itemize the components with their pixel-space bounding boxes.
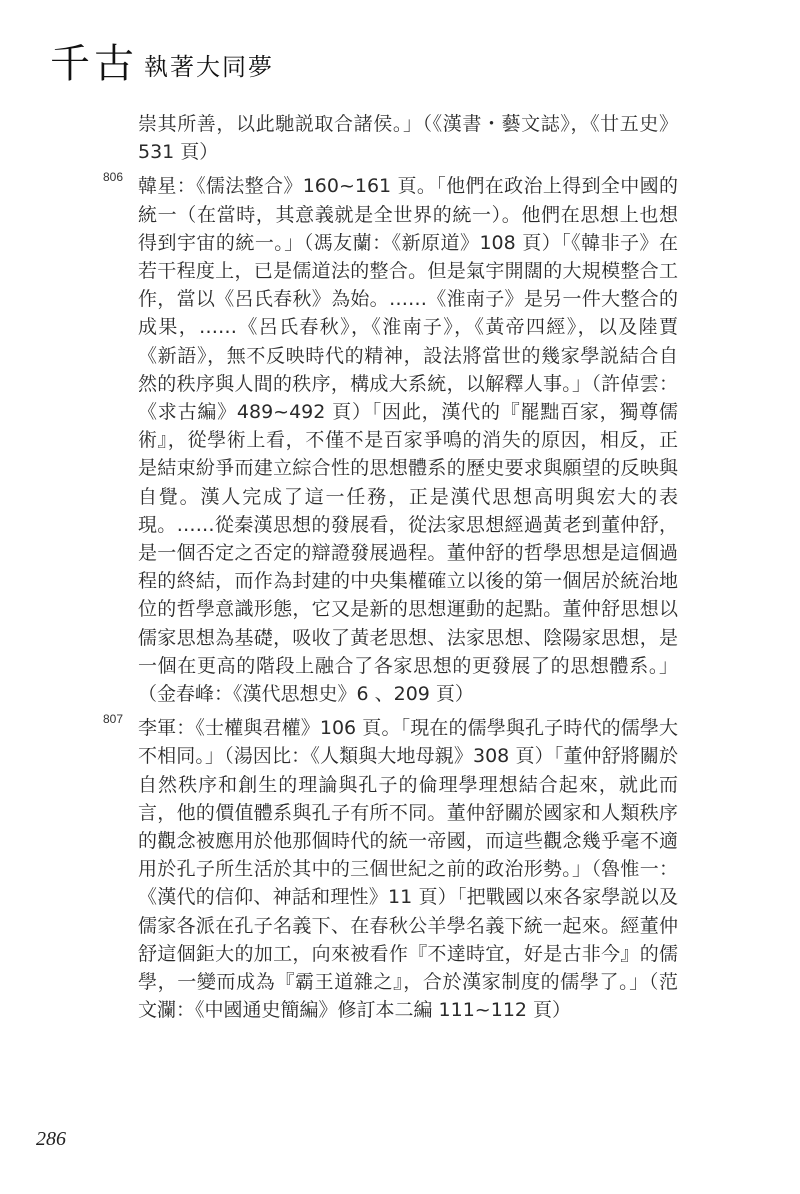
footnote-number: 806 [103, 170, 124, 185]
footnote-text: 李軍：《士權與君權》106 頁。「現在的儒學與孔子時代的儒學大不相同。」（湯因比：《人類與大地母親》308 頁）「董仲舒將關於自然秩序和創生的理論與孔子的倫理學理想結合起來，就此而言，他的價值體系與孔子有所不同。董仲舒關於國家和人類秩序的觀念被應用於他那個時代的統一帝國，而這些觀念幾乎毫不適用於孔子所生活於其中的三個世紀之前的政治形勢。」（魯惟一：《漢代的信仰、神話和理性》11 頁）「把戰國以來各家學説以及儒家各派在孔子名義下、在春秋公羊學名義下統一起來。經董仲舒這個鉅大的加工，向來被看作『不達時宜，好是古非今』的儒學，一變而成為『霸王道雜之』，合於漢家制度的儒學了。」（范文瀾：《中國通史簡編》修訂本二編 111~112 頁） [138, 717, 678, 1022]
book-title-sub: 執著大同夢 [144, 53, 274, 81]
footnote-text: 韓星：《儒法整合》160~161 頁。「他們在政治上得到全中國的統一（在當時，其意義就是全世界的統一）。他們在思想上也想得到宇宙的統一。」（馮友蘭：《新原道》108 頁）「《韓非子》在若干程度上，已是儒道法的整合。但是氣宇開闊的大規模整合工作，當以《呂氏春秋》為始。……《淮南子》是另一件大整合的成果，……《呂氏春秋》，《淮南子》，《黃帝四經》，以及陸賈《新語》，無不反映時代的精神，設法將當世的幾家學説結合自然的秩序與人間的秩序，構成大系統，以解釋人事。」（許倬雲：《求古編》489~492 頁）「因此，漢代的『罷黜百家，獨尊儒術』，從學術上看，不僅不是百家爭鳴的消失的原因，相反，正是結束紛爭而建立綜合性的思想體系的歷史要求與願望的反映與自覺。漢人完成了這一任務，正是漢代思想高明與宏大的表現。……從秦漢思想的發展看，從法家思想經過黃老到董仲舒，是一個否定之否定的辯證發展過程。董仲舒的哲學思想是這個過程的終結，而作為封建的中央集權確立以後的第一個居於統治地位的哲學意識形態，它又是新的思想運動的起點。董仲舒思想以儒家思想為基礎，吸收了黃老思想、法家思想、陰陽家思想，是一個在更高的階段上融合了各家思想的更發展了的思想體系。」（金春峰：《漢代思想史》6 、209 頁） [138, 175, 678, 706]
footnotes-body [0, 110, 800, 1031]
footnote-text: 崇其所善，以此馳説取合諸侯。」（《漢書・藝文誌》，《廿五史》531 頁） [138, 113, 678, 164]
page-number: 286 [36, 1128, 66, 1150]
running-header [50, 28, 274, 88]
footnote-number: 807 [103, 712, 124, 727]
book-title-main: 千古 [50, 41, 138, 87]
footnote-807 [0, 714, 678, 1024]
footnote-806 [0, 172, 678, 708]
footnote-continued [0, 110, 678, 166]
